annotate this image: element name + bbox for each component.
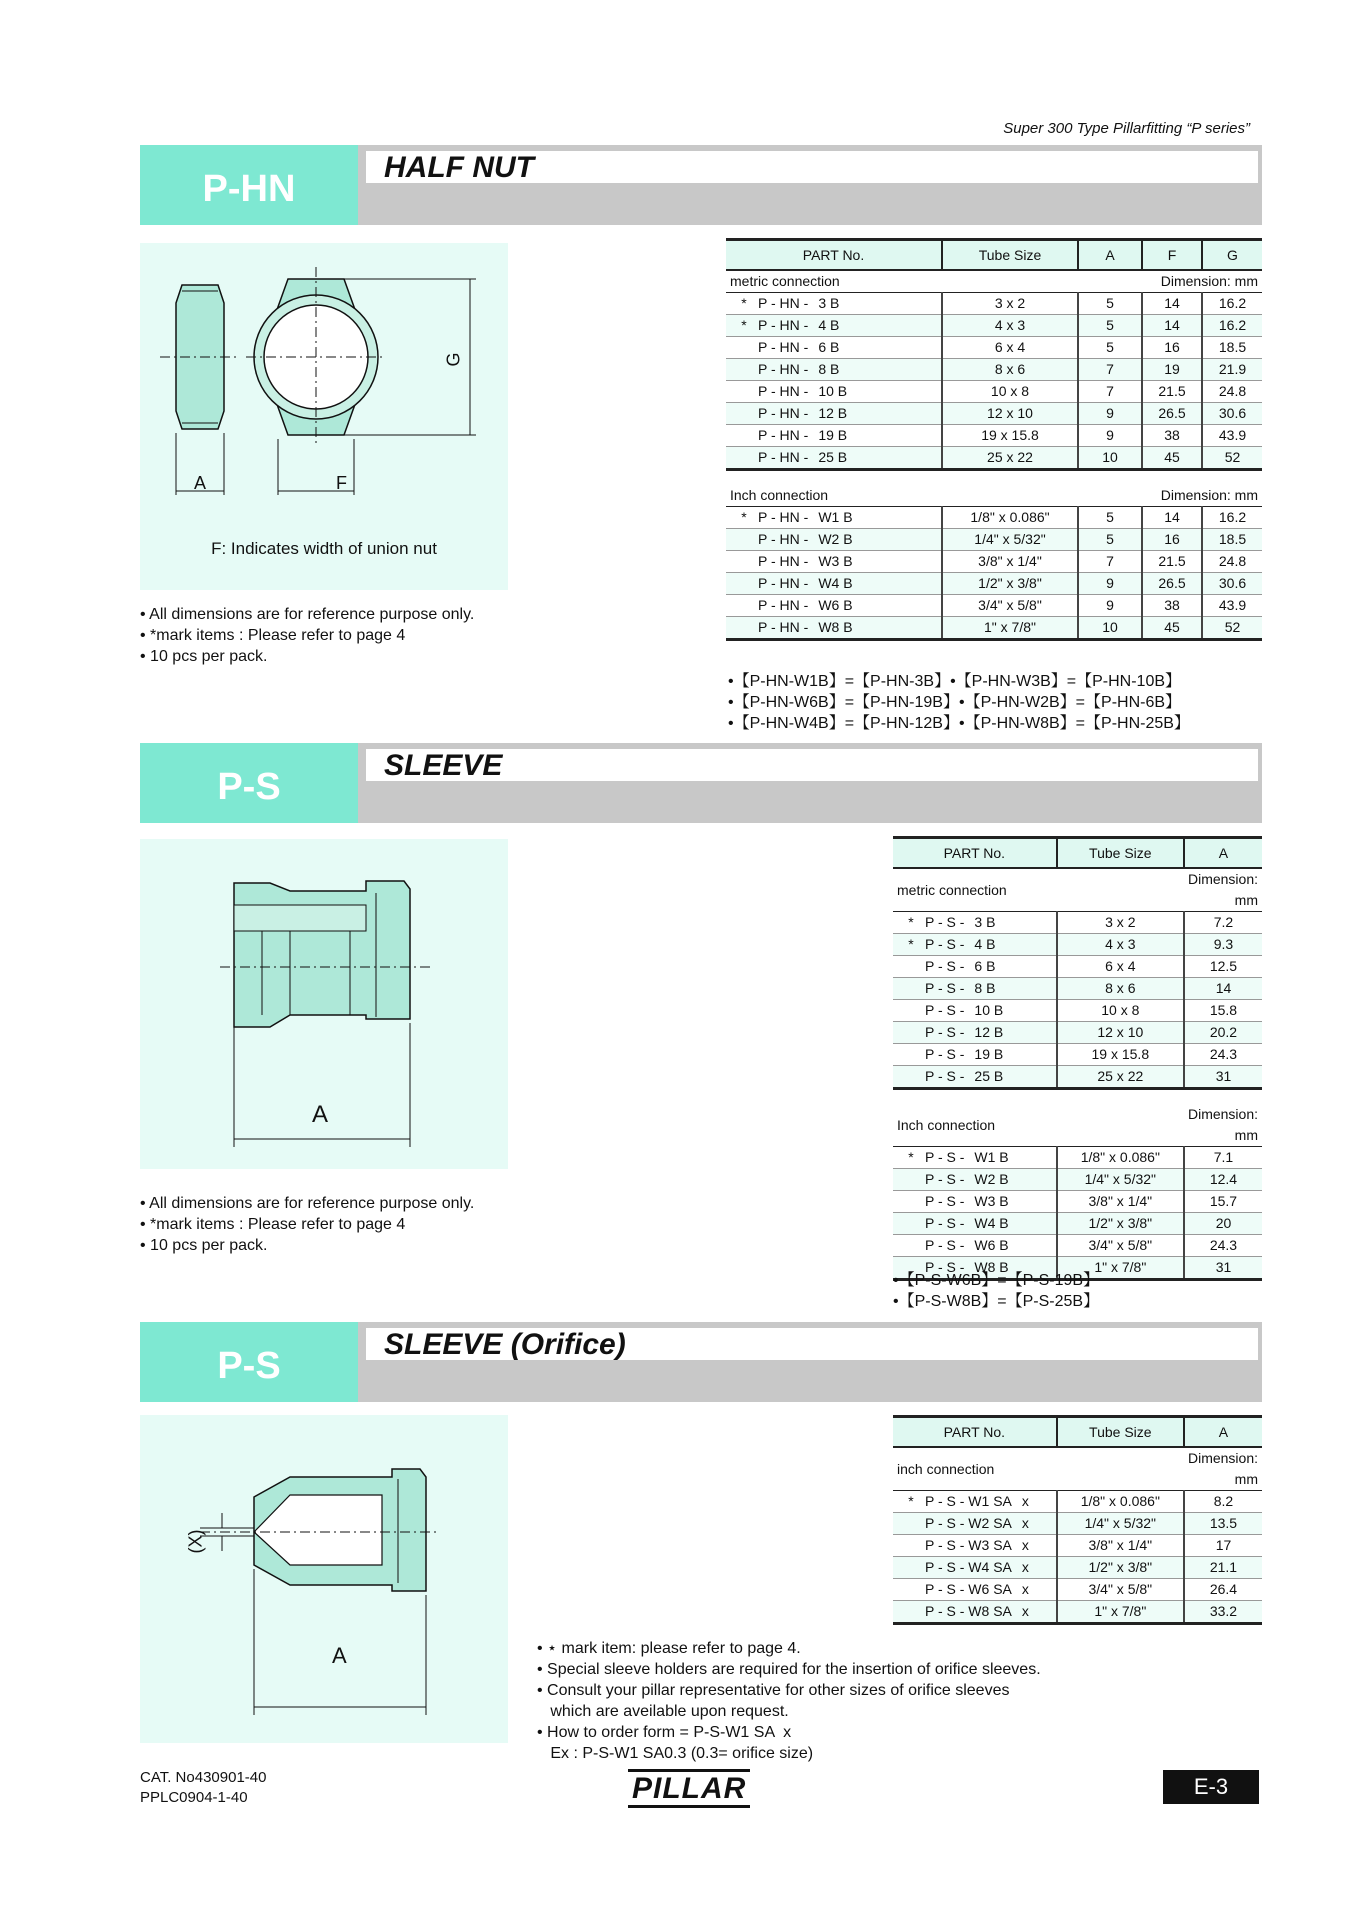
group-name: Inch connection (726, 485, 1142, 507)
part-no-cell (726, 447, 942, 470)
value-cell: 14 (1142, 507, 1202, 529)
part-no-cell (726, 337, 942, 359)
part-suffix: W8 B (974, 1259, 1009, 1275)
col-g: G (1202, 240, 1262, 271)
part-prefix: P - S - (925, 1046, 965, 1062)
part-suffix: W1 B (818, 509, 853, 525)
value-cell: 14 (1142, 293, 1202, 315)
orifice-drawing (140, 1415, 508, 1743)
section-code: P-S (140, 1322, 358, 1402)
table-row (893, 1213, 1262, 1235)
sleeve-spec-table (893, 836, 1262, 1281)
pillar-logo: PILLAR (628, 1772, 750, 1806)
value-cell: 38 (1142, 425, 1202, 447)
value-cell: 10 x 8 (1057, 1000, 1184, 1022)
part-no-cell (726, 381, 942, 403)
value-cell: 33.2 (1184, 1601, 1262, 1624)
part-suffix: 3 B (974, 914, 996, 930)
part-suffix: x (1021, 1581, 1029, 1597)
part-suffix: W2 B (818, 531, 853, 547)
value-cell: 1/4" x 5/32" (1057, 1513, 1184, 1535)
value-cell: 8.2 (1184, 1491, 1262, 1513)
sleeve-equivalents: •【P-S-W6B】=【P-S-19B】 •【P-S-W8B】=【P-S-25B】 (893, 1272, 1100, 1310)
value-cell: 10 (1078, 447, 1142, 470)
value-cell: 45 (1142, 617, 1202, 640)
sleeve-drawing (140, 839, 508, 1169)
value-cell: 5 (1078, 337, 1142, 359)
value-cell: 24.8 (1202, 381, 1262, 403)
table-row (726, 381, 1262, 403)
group-name: metric connection (893, 868, 1184, 912)
value-cell: 15.7 (1184, 1191, 1262, 1213)
value-cell: 13.5 (1184, 1513, 1262, 1535)
part-no-cell (726, 507, 942, 529)
table-row (893, 1000, 1262, 1022)
value-cell: 24.8 (1202, 551, 1262, 573)
part-no-cell (893, 1022, 1057, 1044)
group-unit: Dimension: mm (1142, 270, 1262, 293)
part-no-cell (893, 1000, 1057, 1022)
value-cell: 1" x 7/8" (1057, 1601, 1184, 1624)
part-no-cell (893, 1044, 1057, 1066)
part-prefix: P - HN - (758, 553, 809, 569)
part-suffix: 12 B (974, 1024, 1004, 1040)
group-unit: Dimension: mm (1142, 485, 1262, 507)
part-suffix: W8 B (818, 619, 853, 635)
part-suffix: x (1021, 1537, 1029, 1553)
star-mark: * (741, 317, 747, 333)
catalog-number: CAT. No430901-40 (140, 1769, 267, 1786)
part-suffix: 25 B (818, 449, 848, 465)
value-cell: 18.5 (1202, 337, 1262, 359)
part-prefix: P - HN - (758, 449, 809, 465)
value-cell: 20 (1184, 1213, 1262, 1235)
table-row (726, 595, 1262, 617)
value-cell: 3/4" x 5/8" (942, 595, 1078, 617)
value-cell: 16.2 (1202, 507, 1262, 529)
table-row (893, 978, 1262, 1000)
value-cell: 9 (1078, 573, 1142, 595)
group-name: Inch connection (893, 1104, 1184, 1147)
part-no-cell (893, 978, 1057, 1000)
series-header: Super 300 Type Pillarfitting “P series” (1003, 120, 1250, 137)
value-cell: 8 x 6 (942, 359, 1078, 381)
part-no-cell (893, 1191, 1057, 1213)
part-no-cell (893, 912, 1057, 934)
part-suffix: 10 B (818, 383, 848, 399)
part-no-cell (893, 1601, 1057, 1624)
part-suffix: W4 B (974, 1215, 1009, 1231)
value-cell: 16 (1142, 337, 1202, 359)
value-cell: 6 x 4 (1057, 956, 1184, 978)
table-row (726, 293, 1262, 315)
value-cell: 26.5 (1142, 403, 1202, 425)
part-suffix: W3 B (818, 553, 853, 569)
value-cell: 43.9 (1202, 425, 1262, 447)
value-cell: 20.2 (1184, 1022, 1262, 1044)
value-cell: 31 (1184, 1066, 1262, 1089)
star-mark: * (908, 1149, 914, 1165)
value-cell: 7 (1078, 381, 1142, 403)
value-cell: 9 (1078, 595, 1142, 617)
value-cell: 18.5 (1202, 529, 1262, 551)
table-row (893, 1579, 1262, 1601)
table-row (726, 529, 1262, 551)
part-prefix: P - S - (925, 1171, 965, 1187)
part-no-cell (893, 1513, 1057, 1535)
part-prefix: P - S - W2 SA (925, 1515, 1012, 1531)
value-cell: 16.2 (1202, 315, 1262, 337)
star-mark: * (741, 295, 747, 311)
section-band-sleeve (140, 743, 1262, 823)
value-cell: 24.3 (1184, 1044, 1262, 1066)
section-title: SLEEVE (384, 749, 503, 782)
col-a: A (1184, 1417, 1262, 1448)
value-cell: 9 (1078, 425, 1142, 447)
value-cell: 45 (1142, 447, 1202, 470)
value-cell: 3/8" x 1/4" (1057, 1535, 1184, 1557)
value-cell: 26.5 (1142, 573, 1202, 595)
part-no-cell (893, 1169, 1057, 1191)
table-row (893, 1022, 1262, 1044)
value-cell: 1" x 7/8" (1057, 1257, 1184, 1280)
table-row (893, 1066, 1262, 1089)
value-cell: 38 (1142, 595, 1202, 617)
part-prefix: P - HN - (758, 405, 809, 421)
part-suffix: 4 B (818, 317, 840, 333)
table-row (893, 1535, 1262, 1557)
value-cell: 30.6 (1202, 573, 1262, 595)
value-cell: 1/2" x 3/8" (1057, 1213, 1184, 1235)
value-cell: 5 (1078, 315, 1142, 337)
label-a: A (332, 1643, 347, 1668)
part-prefix: P - HN - (758, 383, 809, 399)
table-row (893, 956, 1262, 978)
table-row (893, 1601, 1262, 1624)
part-no-cell (893, 1535, 1057, 1557)
catalog-info (140, 1768, 266, 1808)
value-cell: 25 x 22 (1057, 1066, 1184, 1089)
part-prefix: P - HN - (758, 575, 809, 591)
table-row (726, 359, 1262, 381)
part-prefix: P - HN - (758, 619, 809, 635)
part-prefix: P - S - (925, 936, 965, 952)
part-no-cell (893, 1066, 1057, 1089)
col-tube-size: Tube Size (1057, 1417, 1184, 1448)
table-row (726, 315, 1262, 337)
value-cell: 1/8" x 0.086" (1057, 1147, 1184, 1169)
part-prefix: P - S - (925, 1193, 965, 1209)
part-prefix: P - S - (925, 980, 965, 996)
part-suffix: W2 B (974, 1171, 1009, 1187)
section-band-sleeve-orifice (140, 1322, 1262, 1402)
part-no-cell (726, 617, 942, 640)
part-no-cell (726, 315, 942, 337)
value-cell: 1/4" x 5/32" (1057, 1169, 1184, 1191)
table-row (893, 1044, 1262, 1066)
value-cell: 5 (1078, 507, 1142, 529)
part-no-cell (726, 595, 942, 617)
value-cell: 26.4 (1184, 1579, 1262, 1601)
value-cell: 1/8" x 0.086" (1057, 1491, 1184, 1513)
part-suffix: W6 B (818, 597, 853, 613)
orifice-notes: • ⋆ mark item: please refer to page 4. • Special sleeve holders are required for the insertion of orifice sleeves. • Consult your pillar representative for other sizes of orifice sleeves which are aveilable upon request. • How to order form = P-S-W1 SA x Ex : P-S-W1 SA0.3 (0.3= orifice size) (537, 1640, 1041, 1762)
label-x: (X) (185, 1529, 206, 1554)
part-no-cell (726, 573, 942, 595)
star-mark: * (741, 509, 747, 525)
part-no-cell (726, 293, 942, 315)
group-name: metric connection (726, 270, 1142, 293)
part-suffix: W1 B (974, 1149, 1009, 1165)
value-cell: 1/4" x 5/32" (942, 529, 1078, 551)
part-prefix: P - S - (925, 1149, 965, 1165)
value-cell: 17 (1184, 1535, 1262, 1557)
star-mark: * (908, 1493, 914, 1509)
col-part-no: PART No. (893, 838, 1057, 869)
value-cell: 3/4" x 5/8" (1057, 1579, 1184, 1601)
value-cell: 19 (1142, 359, 1202, 381)
value-cell: 4 x 3 (1057, 934, 1184, 956)
value-cell: 30.6 (1202, 403, 1262, 425)
value-cell: 3/4" x 5/8" (1057, 1235, 1184, 1257)
value-cell: 3 x 2 (942, 293, 1078, 315)
group-header (726, 485, 1262, 507)
part-prefix: P - HN - (758, 295, 809, 311)
group-name: inch connection (893, 1447, 1184, 1491)
part-no-cell (893, 1147, 1057, 1169)
value-cell: 12.4 (1184, 1169, 1262, 1191)
part-suffix: x (1021, 1493, 1029, 1509)
part-no-cell (893, 1557, 1057, 1579)
orifice-diagram (140, 1415, 508, 1743)
part-suffix: W6 B (974, 1237, 1009, 1253)
table-row (893, 1191, 1262, 1213)
part-no-cell (893, 956, 1057, 978)
table-row (726, 403, 1262, 425)
section-band-half-nut (140, 145, 1262, 225)
group-header (893, 1104, 1262, 1147)
label-f: F (336, 473, 347, 493)
part-no-cell (726, 403, 942, 425)
value-cell: 6 x 4 (942, 337, 1078, 359)
part-prefix: P - HN - (758, 509, 809, 525)
part-prefix: P - S - (925, 1024, 965, 1040)
col-tube-size: Tube Size (942, 240, 1078, 271)
value-cell: 1" x 7/8" (942, 617, 1078, 640)
part-prefix: P - HN - (758, 317, 809, 333)
value-cell: 10 x 8 (942, 381, 1078, 403)
value-cell: 12.5 (1184, 956, 1262, 978)
col-a: A (1184, 838, 1262, 869)
part-prefix: P - S - (925, 914, 965, 930)
part-prefix: P - HN - (758, 361, 809, 377)
label-a: A (312, 1101, 329, 1128)
part-suffix: 10 B (974, 1002, 1004, 1018)
label-g: G (443, 352, 464, 367)
part-no-cell (893, 934, 1057, 956)
part-suffix: W4 B (818, 575, 853, 591)
col-a: A (1078, 240, 1142, 271)
part-prefix: P - S - W6 SA (925, 1581, 1012, 1597)
value-cell: 9 (1078, 403, 1142, 425)
part-no-cell (726, 551, 942, 573)
table-row (726, 337, 1262, 359)
part-suffix: 6 B (818, 339, 840, 355)
part-suffix: x (1021, 1515, 1029, 1531)
value-cell: 19 x 15.8 (942, 425, 1078, 447)
value-cell: 21.9 (1202, 359, 1262, 381)
value-cell: 43.9 (1202, 595, 1262, 617)
star-mark: * (908, 914, 914, 930)
part-prefix: P - S - W4 SA (925, 1559, 1012, 1575)
value-cell: 8 x 6 (1057, 978, 1184, 1000)
value-cell: 25 x 22 (942, 447, 1078, 470)
col-tube-size: Tube Size (1057, 838, 1184, 869)
value-cell: 24.3 (1184, 1235, 1262, 1257)
group-unit: Dimension: mm (1184, 1104, 1262, 1147)
catalog-code: PPLC0904-1-40 (140, 1789, 248, 1806)
value-cell: 16.2 (1202, 293, 1262, 315)
part-prefix: P - HN - (758, 597, 809, 613)
value-cell: 5 (1078, 293, 1142, 315)
table-row (893, 1169, 1262, 1191)
page-number: E-3 (1163, 1770, 1259, 1804)
value-cell: 12 x 10 (1057, 1022, 1184, 1044)
value-cell: 31 (1184, 1257, 1262, 1280)
part-prefix: P - S - (925, 958, 965, 974)
orifice-spec-table (893, 1415, 1262, 1625)
value-cell: 21.5 (1142, 381, 1202, 403)
value-cell: 3 x 2 (1057, 912, 1184, 934)
part-suffix: x (1021, 1559, 1029, 1575)
value-cell: 7.2 (1184, 912, 1262, 934)
half-nut-notes: • All dimensions are for reference purpose only. • *mark items : Please refer to page 4 • 10 pcs per pack. (140, 606, 475, 665)
table-row (893, 934, 1262, 956)
part-no-cell (893, 1213, 1057, 1235)
table-row (893, 912, 1262, 934)
part-prefix: P - S - W3 SA (925, 1537, 1012, 1553)
value-cell: 12 x 10 (942, 403, 1078, 425)
part-no-cell (893, 1491, 1057, 1513)
value-cell: 21.5 (1142, 551, 1202, 573)
part-suffix: 8 B (974, 980, 996, 996)
part-prefix: P - S - (925, 1237, 965, 1253)
part-suffix: 19 B (974, 1046, 1004, 1062)
part-suffix: 25 B (974, 1068, 1004, 1084)
part-prefix: P - S - W1 SA (925, 1493, 1012, 1509)
part-suffix: 12 B (818, 405, 848, 421)
value-cell: 1/2" x 3/8" (942, 573, 1078, 595)
value-cell: 7 (1078, 359, 1142, 381)
section-title: SLEEVE (Orifice) (384, 1328, 626, 1361)
part-suffix: x (1021, 1603, 1029, 1619)
table-row (726, 617, 1262, 640)
half-nut-equivalents: •【P-HN-W1B】=【P-HN-3B】•【P-HN-W3B】=【P-HN-10B】 •【P-HN-W6B】=【P-HN-19B】•【P-HN-W2B】=【P-HN-6B】 •【P-HN-W4B】=【P-HN-12B】•【P-HN-W8B】=【P-HN-25B】 (728, 673, 1190, 732)
table-row (726, 447, 1262, 470)
part-prefix: P - HN - (758, 427, 809, 443)
value-cell: 9.3 (1184, 934, 1262, 956)
table-row (893, 1491, 1262, 1513)
section-code: P-HN (140, 145, 358, 225)
value-cell: 7 (1078, 551, 1142, 573)
part-suffix: 8 B (818, 361, 840, 377)
value-cell: 7.1 (1184, 1147, 1262, 1169)
value-cell: 4 x 3 (942, 315, 1078, 337)
section-title: HALF NUT (384, 151, 534, 184)
col-part-no: PART No. (726, 240, 942, 271)
value-cell: 3/8" x 1/4" (1057, 1191, 1184, 1213)
part-prefix: P - HN - (758, 339, 809, 355)
value-cell: 15.8 (1184, 1000, 1262, 1022)
part-prefix: P - HN - (758, 531, 809, 547)
value-cell: 14 (1184, 978, 1262, 1000)
value-cell: 3/8" x 1/4" (942, 551, 1078, 573)
table-row (726, 507, 1262, 529)
table-row (893, 1513, 1262, 1535)
value-cell: 1/2" x 3/8" (1057, 1557, 1184, 1579)
col-part-no: PART No. (893, 1417, 1057, 1448)
group-unit: Dimension: mm (1184, 868, 1262, 912)
part-suffix: 4 B (974, 936, 996, 952)
part-no-cell (893, 1235, 1057, 1257)
half-nut-drawing (140, 243, 508, 590)
part-prefix: P - S - (925, 1215, 965, 1231)
value-cell: 21.1 (1184, 1557, 1262, 1579)
group-header (893, 1447, 1262, 1491)
table-row (726, 573, 1262, 595)
table-row (893, 1235, 1262, 1257)
part-suffix: 19 B (818, 427, 848, 443)
value-cell: 16 (1142, 529, 1202, 551)
part-prefix: P - S - W8 SA (925, 1603, 1012, 1619)
group-header (893, 868, 1262, 912)
value-cell: 1/8" x 0.086" (942, 507, 1078, 529)
drawing-caption: F: Indicates width of union nut (211, 539, 437, 558)
part-suffix: 6 B (974, 958, 996, 974)
part-prefix: P - S - (925, 1002, 965, 1018)
label-a: A (194, 473, 207, 493)
part-prefix: P - S - (925, 1068, 965, 1084)
group-header (726, 270, 1262, 293)
group-unit: Dimension: mm (1184, 1447, 1262, 1491)
value-cell: 52 (1202, 447, 1262, 470)
section-code: P-S (140, 743, 358, 823)
half-nut-diagram (140, 243, 508, 590)
value-cell: 5 (1078, 529, 1142, 551)
part-prefix: P - S - (925, 1259, 965, 1275)
table-row (893, 1557, 1262, 1579)
part-no-cell (726, 359, 942, 381)
table-row (893, 1147, 1262, 1169)
part-suffix: W3 B (974, 1193, 1009, 1209)
part-no-cell (726, 425, 942, 447)
part-no-cell (726, 529, 942, 551)
sleeve-notes: • All dimensions are for reference purpose only. • *mark items : Please refer to page 4 • 10 pcs per pack. (140, 1195, 475, 1254)
part-suffix: 3 B (818, 295, 840, 311)
table-row (726, 425, 1262, 447)
col-f: F (1142, 240, 1202, 271)
table-row (726, 551, 1262, 573)
part-no-cell (893, 1579, 1057, 1601)
value-cell: 10 (1078, 617, 1142, 640)
value-cell: 19 x 15.8 (1057, 1044, 1184, 1066)
value-cell: 14 (1142, 315, 1202, 337)
half-nut-spec-table (726, 238, 1262, 641)
star-mark: * (908, 936, 914, 952)
value-cell: 52 (1202, 617, 1262, 640)
